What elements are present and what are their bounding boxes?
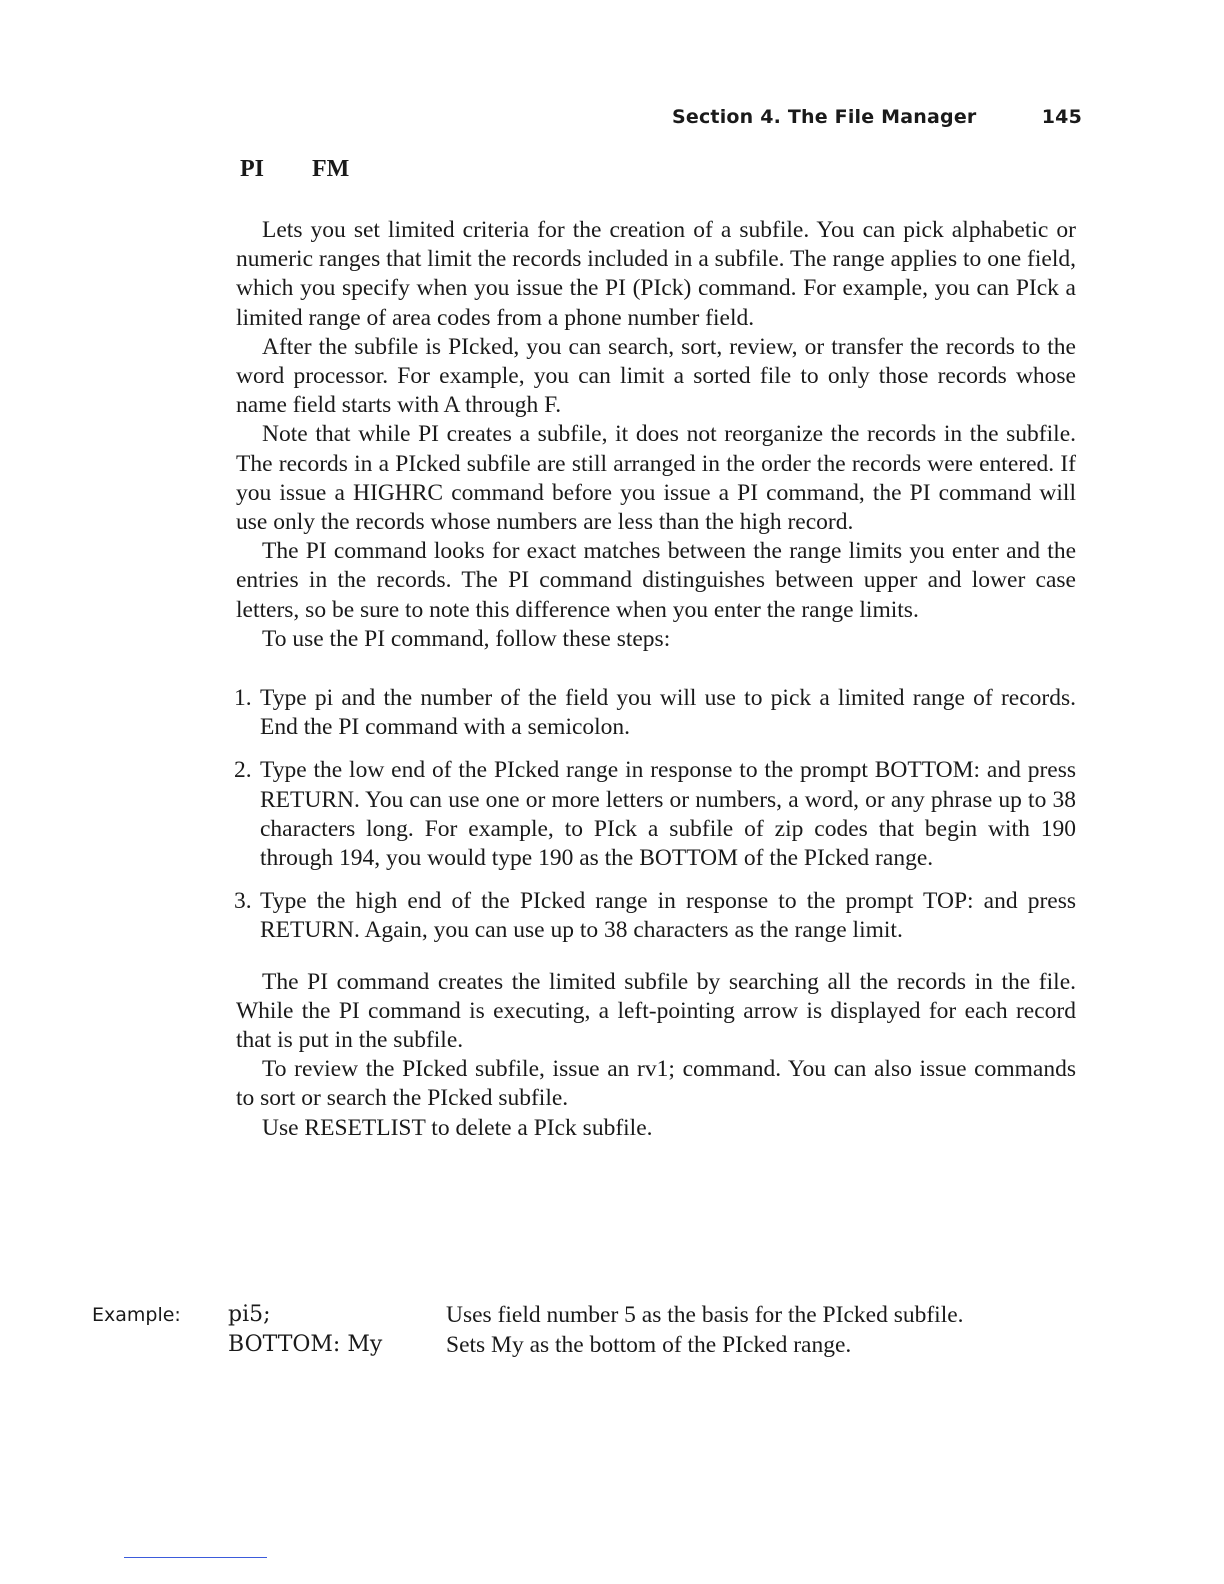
step-number: 2. (234, 757, 252, 784)
step-text: Type the low end of the PIcked range in response to the prompt BOTTOM: and press RETURN. You can use one or more letters or numbers, a word, or any phrase up to 38 characters long. For example, to PIck a subfile of zip codes that begin with 190 through 194, you would type 190 as the BOTTOM of the PIcked range. (260, 757, 1076, 872)
step-text: Type pi and the number of the field you will use to pick a limited range of records. End the PI command with a semicolon. (260, 685, 1076, 741)
example-label: Example: (92, 1304, 181, 1326)
command-name: PI (240, 156, 264, 182)
command-module: FM (312, 156, 350, 182)
command-heading (240, 156, 349, 183)
paragraph: The PI command creates the limited subfile by searching all the records in the file. While the PI command is executing, a left-pointing arrow is displayed for each record that is put in the subfile. (236, 968, 1076, 1054)
paragraph: The PI command looks for exact matches between the range limits you enter and the entries in the records. The PI command distinguishes between upper and lower case letters, so be sure to note this difference when you enter the range limits. (236, 538, 1076, 623)
step-number: 1. (234, 685, 252, 712)
step-number: 3. (234, 888, 252, 915)
list-item (236, 684, 1076, 742)
list-item (236, 756, 1076, 873)
body-text (236, 216, 1076, 1143)
paragraph: Note that while PI creates a subfile, it does not reorganize the records in the subfile. The records in a PIcked subfile are still arranged in the order the records were entered. If you issue a HIGHRC command before you issue a PI command, the PI command will use only the records whose numbers are less than the high record. (236, 421, 1076, 536)
section-title: Section 4. The File Manager (672, 106, 977, 128)
paragraph: To use the PI command, follow these steps: (262, 625, 671, 652)
footnote-divider (124, 1557, 267, 1558)
paragraph: Use RESETLIST to delete a PIck subfile. (262, 1114, 653, 1141)
paragraph: To review the PIcked subfile, issue an rv1; command. You can also issue commands to sort or search the PIcked subfile. (236, 1056, 1076, 1112)
example-code: pi5; (228, 1302, 271, 1327)
example-description: Sets My as the bottom of the PIcked range. (446, 1332, 852, 1358)
steps-list (236, 684, 1076, 946)
step-text: Type the high end of the PIcked range in response to the prompt TOP: and press RETURN. Again, you can use up to 38 characters as the range limit. (260, 888, 1076, 944)
example-code: BOTTOM: My (228, 1332, 383, 1357)
page-number: 145 (1041, 106, 1082, 128)
example-description: Uses field number 5 as the basis for the PIcked subfile. (446, 1302, 964, 1328)
paragraph: After the subfile is PIcked, you can search, sort, review, or transfer the records to the word processor. For example, you can limit a sorted file to only those records whose name field starts with A through F. (236, 333, 1076, 419)
closing-paragraphs (236, 968, 1076, 1143)
paragraph: Lets you set limited criteria for the creation of a subfile. You can pick alphabetic or numeric ranges that limit the records included in a subfile. The range applies to one field, which you specify when you issue the PI (PIck) command. For example, you can PIck a limited range of area codes from a phone number field. (236, 217, 1076, 331)
list-item (236, 887, 1076, 945)
